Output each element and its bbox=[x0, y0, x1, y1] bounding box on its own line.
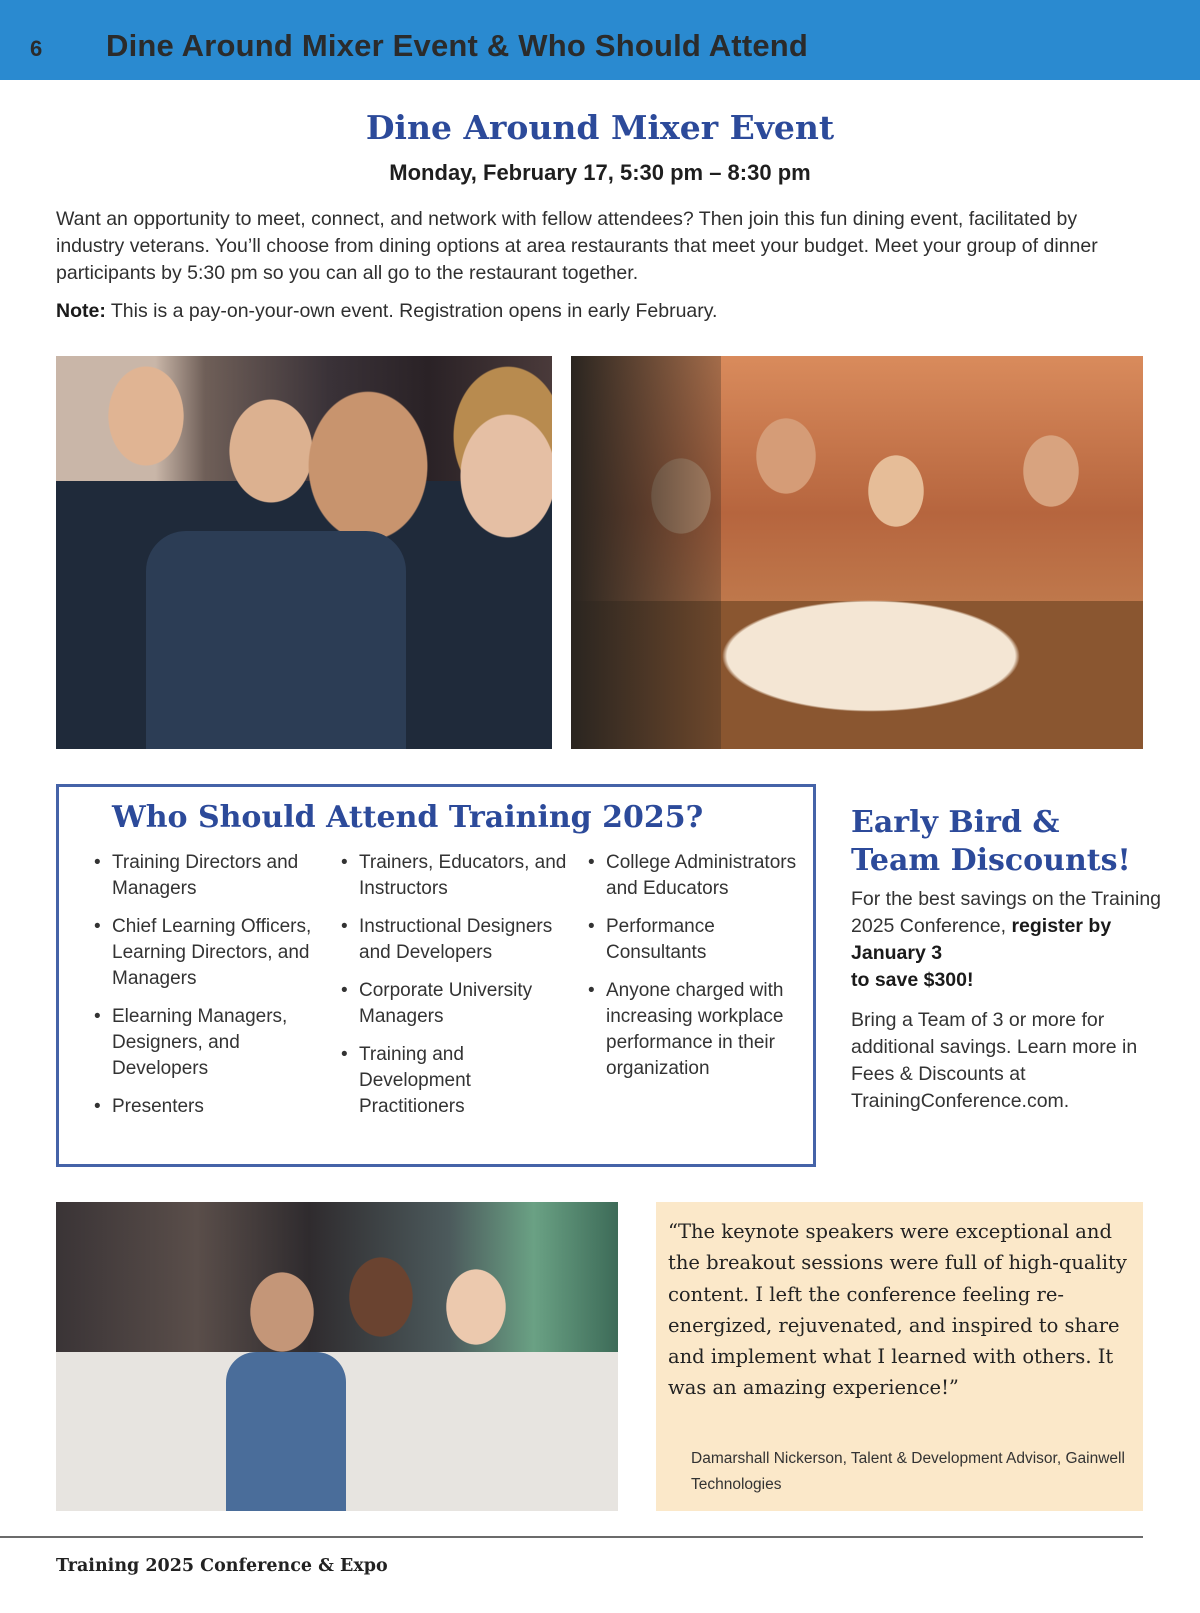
list-item: • Corporate University Managers bbox=[341, 978, 571, 1030]
team-discount-text: Bring a Team of 3 or more for additional savings. Learn more in Fees & Discounts at TrainingConference.com. bbox=[851, 1009, 1138, 1112]
early-bird-savings: to save $300! bbox=[851, 969, 974, 991]
testimonial-author: Damarshall Nickerson, Talent & Development Advisor, Gainwell Technologies bbox=[691, 1450, 1125, 1493]
event-intro: Want an opportunity to meet, connect, and network with fellow attendees? Then join this fun dining event, facilitated by industry veterans. You’ll choose from dining options at area restaurants that meet your budget. Meet your group of dinner participants by 5:30 pm so you can all go to the restaurant together. bbox=[56, 208, 1098, 284]
footer-title: Training 2025 Conference & Expo bbox=[56, 1556, 388, 1576]
list-item: • Elearning Managers, Designers, and Developers bbox=[94, 1004, 324, 1082]
page-number: 6 bbox=[30, 36, 43, 61]
footer-divider bbox=[0, 1536, 1143, 1538]
event-date: Monday, February 17, 5:30 pm – 8:30 pm bbox=[389, 160, 811, 185]
list-item: • Training and Development Practitioners bbox=[341, 1042, 571, 1120]
early-bird-deadline: register by January 3 bbox=[851, 915, 1112, 964]
dining-photo bbox=[571, 356, 1143, 749]
list-item: • College Administrators and Educators bbox=[588, 850, 798, 902]
early-bird-savings-text bbox=[851, 886, 1171, 994]
list-item: • Presenters bbox=[94, 1094, 324, 1120]
list-item: • Chief Learning Officers, Learning Directors, and Managers bbox=[94, 914, 324, 992]
list-item: • Anyone charged with increasing workplace performance in their organization bbox=[588, 978, 798, 1082]
note-text: This is a pay-on-your-own event. Registration opens in early February. bbox=[105, 300, 718, 322]
who-should-attend-title: Who Should Attend Training 2025? bbox=[112, 800, 704, 835]
list-item: • Performance Consultants bbox=[588, 914, 798, 966]
event-note bbox=[56, 300, 1146, 323]
list-item: • Instructional Designers and Developers bbox=[341, 914, 571, 966]
note-label: Note: bbox=[56, 300, 106, 322]
list-item: • Trainers, Educators, and Instructors bbox=[341, 850, 571, 902]
early-bird-title bbox=[851, 804, 1171, 880]
list-item: • Training Directors and Managers bbox=[94, 850, 324, 902]
attend-column-3 bbox=[588, 850, 798, 1094]
early-bird-title-line-2: Team Discounts! bbox=[851, 843, 1131, 878]
attend-column-1 bbox=[94, 850, 324, 1132]
page-header-title: Dine Around Mixer Event & Who Should Attend bbox=[106, 28, 809, 63]
event-title: Dine Around Mixer Event bbox=[365, 108, 835, 147]
early-bird-title-line-1: Early Bird & bbox=[851, 805, 1060, 840]
attendees-photo bbox=[56, 1202, 618, 1511]
early-bird-intro: For the best savings on the Training 2025 Conference, bbox=[851, 888, 1162, 937]
testimonial-quote: “The keynote speakers were exceptional and the breakout sessions were full of high-quality content. I left the conference feeling re-energized, rejuvenated, and inspired to share and implement what I learned with others. It was an amazing experience!” bbox=[668, 1220, 1127, 1400]
networking-photo bbox=[56, 356, 552, 749]
attend-column-2 bbox=[341, 850, 571, 1132]
